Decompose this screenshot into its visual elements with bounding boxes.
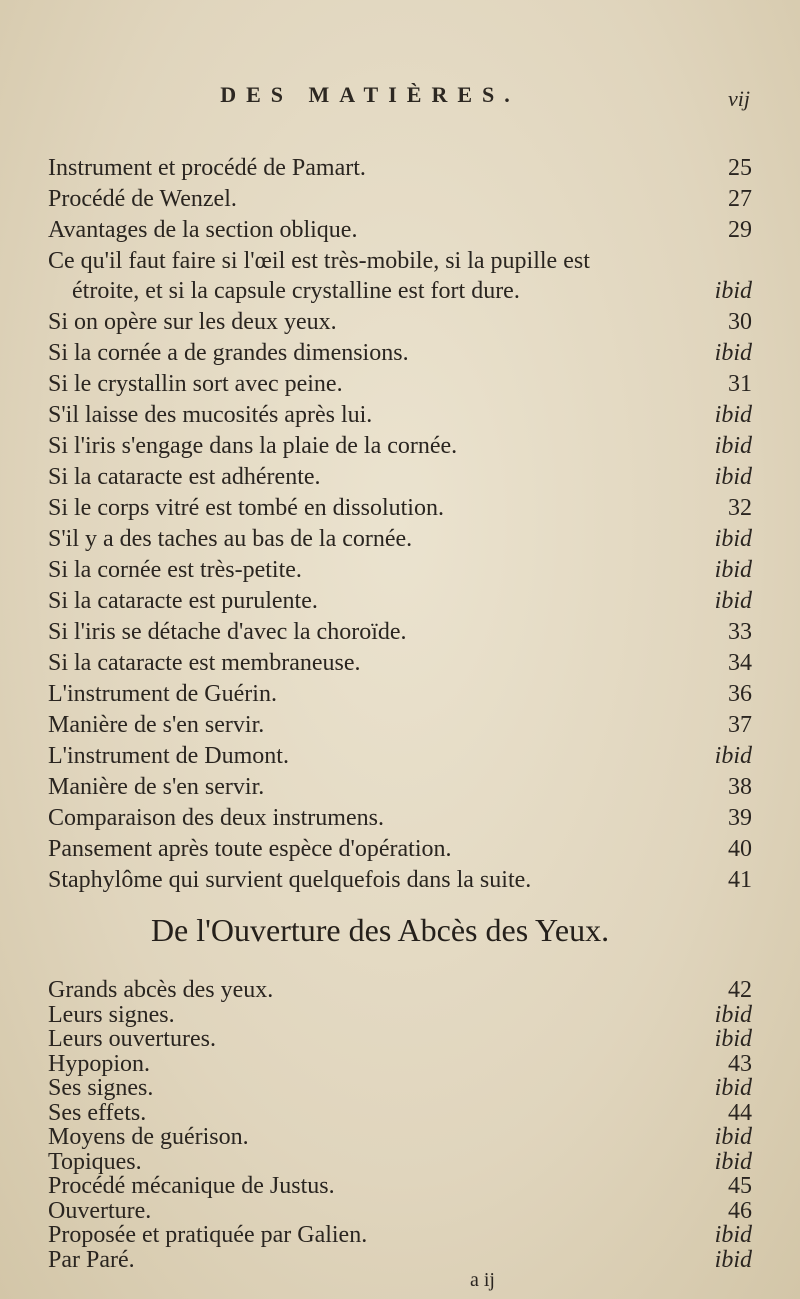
toc-entry-text: Si le corps vitré est tombé en dissolution. [48, 495, 444, 521]
toc-entry [0, 462, 760, 492]
toc-entry-page: ibid [714, 743, 752, 769]
toc-entry [0, 338, 760, 368]
toc-entry-text: Si le crystallin sort avec peine. [48, 371, 343, 397]
toc-entry-text: Grands abcès des yeux. [48, 977, 274, 1003]
toc-entry-text: Moyens de guérison. [48, 1124, 249, 1150]
toc-entry-page: 43 [728, 1050, 752, 1077]
toc-entry-text: Procédé mécanique de Justus. [48, 1173, 335, 1199]
toc-entry-text: Proposée et pratiquée par Galien. [48, 1222, 368, 1248]
toc-entry-page: ibid [714, 557, 752, 583]
toc-entry-page: ibid [714, 1026, 752, 1052]
toc-entry-page: 34 [728, 650, 752, 676]
toc-entry-text: Si l'iris s'engage dans la plaie de la cornée. [48, 433, 458, 459]
toc-entry-text: Manière de s'en servir. [48, 774, 265, 800]
toc-entry-page: 41 [728, 867, 752, 893]
toc-entry-page: 44 [728, 1099, 752, 1126]
toc-entry-text: Staphylôme qui survient quelquefois dans la suite. [48, 867, 532, 893]
toc-entry [0, 215, 760, 245]
toc-entry-page: 33 [728, 619, 752, 645]
toc-entry-text: Topiques. [48, 1148, 142, 1175]
toc-entry [0, 524, 760, 554]
toc-entry [0, 772, 760, 802]
toc-entry-page: 27 [728, 186, 752, 212]
toc-entry [0, 555, 760, 585]
toc-entry-text: Leurs ouvertures. [48, 1026, 216, 1052]
toc-entry-page: ibid [714, 278, 752, 304]
toc-entry-text: L'instrument de Dumont. [48, 743, 289, 769]
toc-entry-page: ibid [714, 433, 752, 459]
toc-entry-page: 45 [728, 1173, 752, 1199]
toc-entry-text: L'instrument de Guérin. [48, 681, 277, 707]
toc-entry [0, 276, 760, 306]
toc-entry [0, 586, 760, 616]
toc-entry [0, 803, 760, 833]
toc-entry-text: Manière de s'en servir. [48, 712, 265, 738]
toc-entry-text: Ses signes. [48, 1075, 154, 1101]
toc-entry-text: Procédé de Wenzel. [48, 186, 237, 212]
toc-entry-text: Si la cataracte est purulente. [48, 588, 318, 614]
toc-entry-page: ibid [714, 340, 752, 366]
toc-entry-text: Si la cataracte est adhérente. [48, 464, 321, 490]
toc-entry-page: ibid [714, 1246, 752, 1273]
toc-entry-text: Leurs signes. [48, 1001, 175, 1028]
toc-entry [0, 246, 760, 276]
toc-entry-text: étroite, et si la capsule crystalline est fort dure. [72, 278, 520, 304]
toc-entry [0, 184, 760, 214]
toc-entry-text: Comparaison des deux instrumens. [48, 805, 384, 831]
toc-entry-text: Avantages de la section oblique. [48, 217, 358, 243]
toc-entry-text: S'il y a des taches au bas de la cornée. [48, 526, 413, 552]
toc-entry-page: ibid [714, 1075, 752, 1101]
toc-entry-page: 29 [728, 217, 752, 243]
toc-entry-page: ibid [714, 526, 752, 552]
toc-entry-text: Si l'iris se détache d'avec la choroïde. [48, 619, 407, 645]
page-number: vij [728, 86, 750, 111]
toc-entry-page: 37 [728, 712, 752, 738]
toc-entry-page: 40 [728, 836, 752, 862]
toc-entry-page: 42 [728, 977, 752, 1003]
toc-entry [0, 1245, 760, 1275]
toc-entry-page: 38 [728, 774, 752, 800]
toc-entry [0, 710, 760, 740]
signature-mark: a ij [470, 1269, 495, 1291]
toc-entry-text: Instrument et procédé de Pamart. [48, 155, 366, 181]
toc-entry-text: Ses effets. [48, 1099, 147, 1126]
toc-entry-text: Par Paré. [48, 1246, 135, 1273]
toc-entry [0, 741, 760, 771]
toc-entry-page: ibid [714, 1124, 752, 1150]
toc-entry-text: Si on opère sur les deux yeux. [48, 309, 337, 335]
toc-entry-page: ibid [714, 464, 752, 490]
toc-entry [0, 369, 760, 399]
toc-entry-page: ibid [714, 402, 752, 428]
toc-entry [0, 493, 760, 523]
toc-entry-text: S'il laisse des mucosités après lui. [48, 402, 373, 428]
toc-entry-page: 39 [728, 805, 752, 831]
toc-entry [0, 431, 760, 461]
toc-entry-page: ibid [714, 1001, 752, 1028]
toc-entry-text: Si la cornée est très-petite. [48, 557, 302, 583]
toc-entry [0, 153, 760, 183]
toc-entry-page: 30 [728, 309, 752, 335]
toc-entry [0, 679, 760, 709]
toc-entry [0, 834, 760, 864]
toc-entry [0, 307, 760, 337]
toc-entry [0, 648, 760, 678]
toc-entry-text: Pansement après toute espèce d'opération. [48, 836, 452, 862]
toc-entry-text: Ce qu'il faut faire si l'œil est très-mobile, si la pupille est [48, 248, 590, 274]
toc-entry-page: 36 [728, 681, 752, 707]
toc-entry-page: ibid [714, 1222, 752, 1248]
toc-entry-text: Ouverture. [48, 1197, 152, 1224]
toc-entry-text: Si la cataracte est membraneuse. [48, 650, 361, 676]
running-header-title: DES MATIÈRES. [220, 82, 520, 107]
toc-entry-page: 31 [728, 371, 752, 397]
toc-entry-text: Hypopion. [48, 1050, 150, 1077]
toc-entry-page: 46 [728, 1197, 752, 1224]
toc-entry-page: ibid [714, 588, 752, 614]
toc-entry [0, 617, 760, 647]
toc-entry-page: ibid [714, 1148, 752, 1175]
toc-entry-page: 32 [728, 495, 752, 521]
toc-entry [0, 865, 760, 895]
section-heading: De l'Ouverture des Abcès des Yeux. [150, 912, 610, 948]
toc-entry-text: Si la cornée a de grandes dimensions. [48, 340, 409, 366]
toc-entry-page: 25 [728, 155, 752, 181]
toc-entry [0, 400, 760, 430]
